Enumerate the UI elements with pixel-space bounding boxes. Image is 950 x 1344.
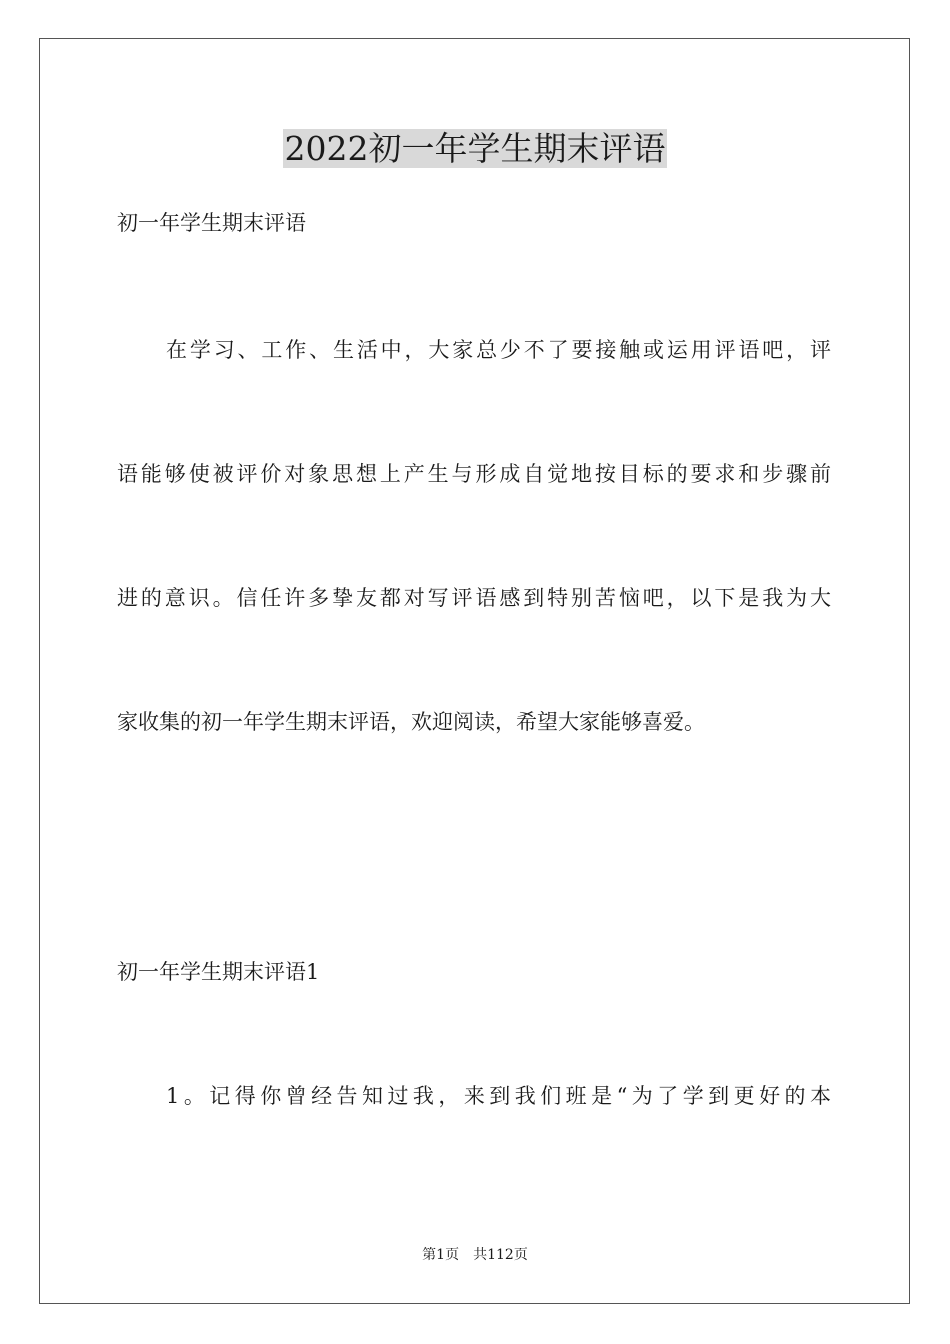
document-title-text: 2022初一年学生期末评语: [284, 129, 666, 168]
intro-paragraph-line-1: 在学习、工作、生活中，大家总少不了要接触或运用评语吧，评: [166, 338, 831, 362]
section-heading: 初一年学生期末评语1: [117, 960, 320, 984]
intro-paragraph-line-3: 进的意识。信任许多挚友都对写评语感到特别苦恼吧，以下是我为大: [117, 586, 831, 610]
intro-paragraph-line-2: 语能够使被评价对象思想上产生与形成自觉地按目标的要求和步骤前: [117, 462, 831, 486]
page-total: 共112页: [473, 1247, 528, 1263]
document-subtitle: 初一年学生期末评语: [117, 211, 306, 235]
page-number: 第1页: [422, 1247, 460, 1263]
intro-paragraph-line-4: 家收集的初一年学生期末评语，欢迎阅读，希望大家能够喜爱。: [117, 710, 705, 734]
page-footer: [0, 1245, 950, 1265]
document-title: [0, 127, 950, 171]
section-paragraph-line-1: 1。记得你曾经告知过我，来到我们班是“为了学到更好的本: [166, 1084, 831, 1108]
